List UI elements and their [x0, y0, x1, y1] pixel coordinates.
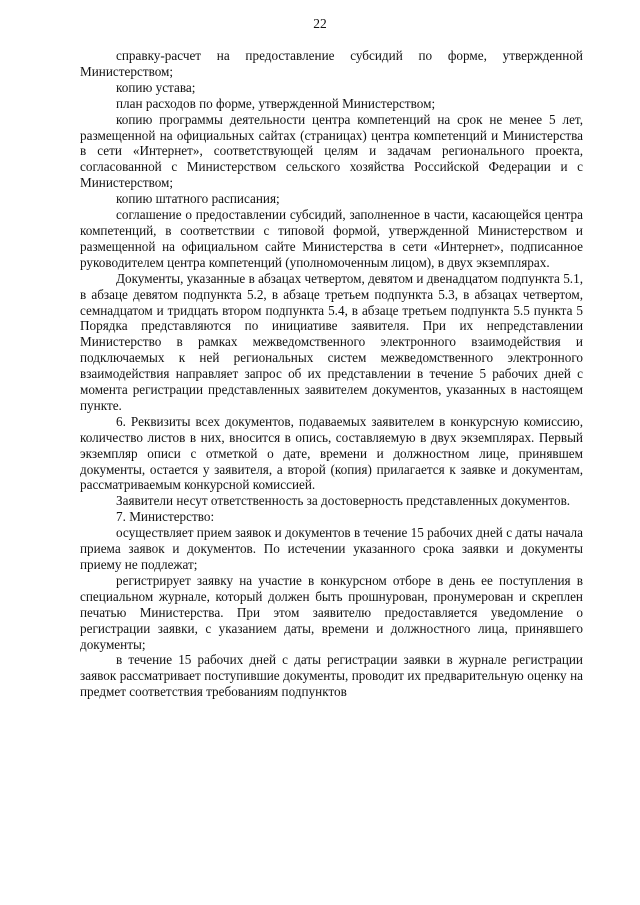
- paragraph: Документы, указанные в абзацах четвертом, девятом и двенадцатом подпункта 5.1, в абзаце девятом подпункта 5.2, в абзаце третьем подпункта 5.3, в абзацах четвертом, семнадцатом и тридцать втором подпункта 5.4, в абзаце третьем подпункта 5.5 пункта 5 Порядка представляются по инициативе заявителя. При их непредставлении Министерство в рамках межведомственного электронного взаимодействия и подключаемых к ней региональных систем межведомственного электронного взаимодействия направляет запрос об их представлении в течение 5 рабочих дней с момента регистрации представленных заявителем документов, указанных в настоящем пункте.: [80, 270, 583, 413]
- paragraph: план расходов по форме, утвержденной Министерством;: [116, 95, 436, 111]
- paragraph: Заявители несут ответственность за достоверность представленных документов.: [116, 493, 571, 509]
- page-number: 22: [313, 16, 327, 31]
- paragraph: осуществляет прием заявок и документов в течение 15 рабочих дней с даты начала приема заявок и документов. По истечении указанного срока заявки и документы приему не подлежат;: [80, 525, 583, 572]
- paragraph: в течение 15 рабочих дней с даты регистрации заявки в журнале регистрации заявок рассматривает поступившие документы, проводит их предварительную оценку на предмет соответствия требованиям подпунктов: [80, 652, 583, 700]
- paragraph: копию штатного расписания;: [116, 191, 280, 207]
- paragraph: справку-расчет на предоставление субсидий по форме, утвержденной Министерством;: [80, 48, 583, 79]
- paragraph: 7. Министерство:: [116, 509, 215, 525]
- paragraph: копию устава;: [116, 79, 196, 95]
- paragraph: 6. Реквизиты всех документов, подаваемых заявителем в конкурсную комиссию, количество листов в них, вносится в опись, составляемую в двух экземплярах. Первый экземпляр описи с отметкой о дате, времени и должностном лице, принявшем документы, остается у заявителя, а второй (копия) прилагается к заявке и документам, рассматриваемым конкурсной комиссией.: [80, 413, 583, 493]
- paragraph: соглашение о предоставлении субсидий, заполненное в части, касающейся центра компетенций, в соответствии с типовой формой, утвержденной Министерством и размещенной на официальном сайте Министерства в сети «Интернет», подписанное руководителем центра компетенций (уполномоченным лицом), в двух экземплярах.: [80, 207, 583, 270]
- document-body: [80, 48, 583, 700]
- paragraph: копию программы деятельности центра компетенций на срок не менее 5 лет, размещенной на официальных сайтах (страницах) центра компетенций и Министерства в сети «Интернет», соответствующей целям и задачам регионального проекта, согласованной с Министерством сельского хозяйства Российской Федерации и с Министерством;: [80, 111, 583, 191]
- paragraph: регистрирует заявку на участие в конкурсном отборе в день ее поступления в специальном журнале, который должен быть прошнурован, пронумерован и скреплен печатью Министерства. При этом заявителю предоставляется уведомление о регистрации заявки, с указанием даты, времени и должностного лица, принявшего документы;: [80, 572, 583, 652]
